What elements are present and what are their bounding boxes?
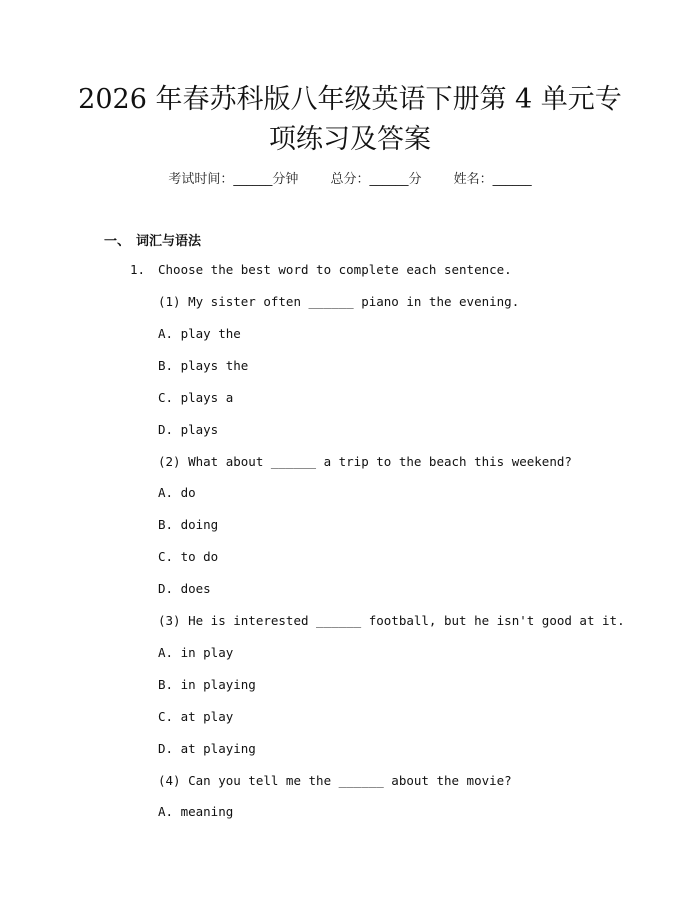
answer-option: B. doing — [158, 517, 219, 532]
answer-option: A. play the — [158, 326, 241, 341]
section-title: 词汇与语法 — [136, 234, 202, 249]
question-intro — [130, 262, 512, 277]
answer-option: A. in play — [158, 645, 234, 660]
answer-option: D. does — [158, 581, 211, 596]
exam-time: 考试时间：______分钟 — [168, 172, 299, 187]
answer-option: A. do — [158, 485, 196, 500]
section-heading — [104, 230, 201, 249]
student-name: 姓名：______ — [453, 172, 532, 187]
answer-option: C. plays a — [158, 390, 234, 405]
question-text: Choose the best word to complete each sentence. — [158, 262, 512, 277]
question-stem: (1) My sister often ______ piano in the evening. — [158, 294, 520, 309]
question-stem: (4) Can you tell me the ______ about the movie? — [158, 773, 512, 788]
exam-info — [0, 168, 700, 187]
total-score: 总分：______分 — [330, 172, 422, 187]
answer-option: C. to do — [158, 549, 219, 564]
section-number: 一、 — [104, 234, 131, 249]
question-stem: (3) He is interested ______ football, but he isn't good at it. — [158, 613, 625, 628]
answer-option: D. plays — [158, 422, 219, 437]
answer-option: D. at playing — [158, 741, 256, 756]
answer-option: A. meaning — [158, 804, 234, 819]
title-line-2: 项练习及答案 — [269, 124, 431, 155]
question-stem: (2) What about ______ a trip to the beach this weekend? — [158, 454, 572, 469]
document-title — [60, 80, 640, 160]
answer-option: B. in playing — [158, 677, 256, 692]
answer-option: C. at play — [158, 709, 234, 724]
question-number: 1. — [130, 262, 146, 277]
answer-option: B. plays the — [158, 358, 249, 373]
title-line-1: 2026 年春苏科版八年级英语下册第 4 单元专 — [78, 84, 622, 115]
